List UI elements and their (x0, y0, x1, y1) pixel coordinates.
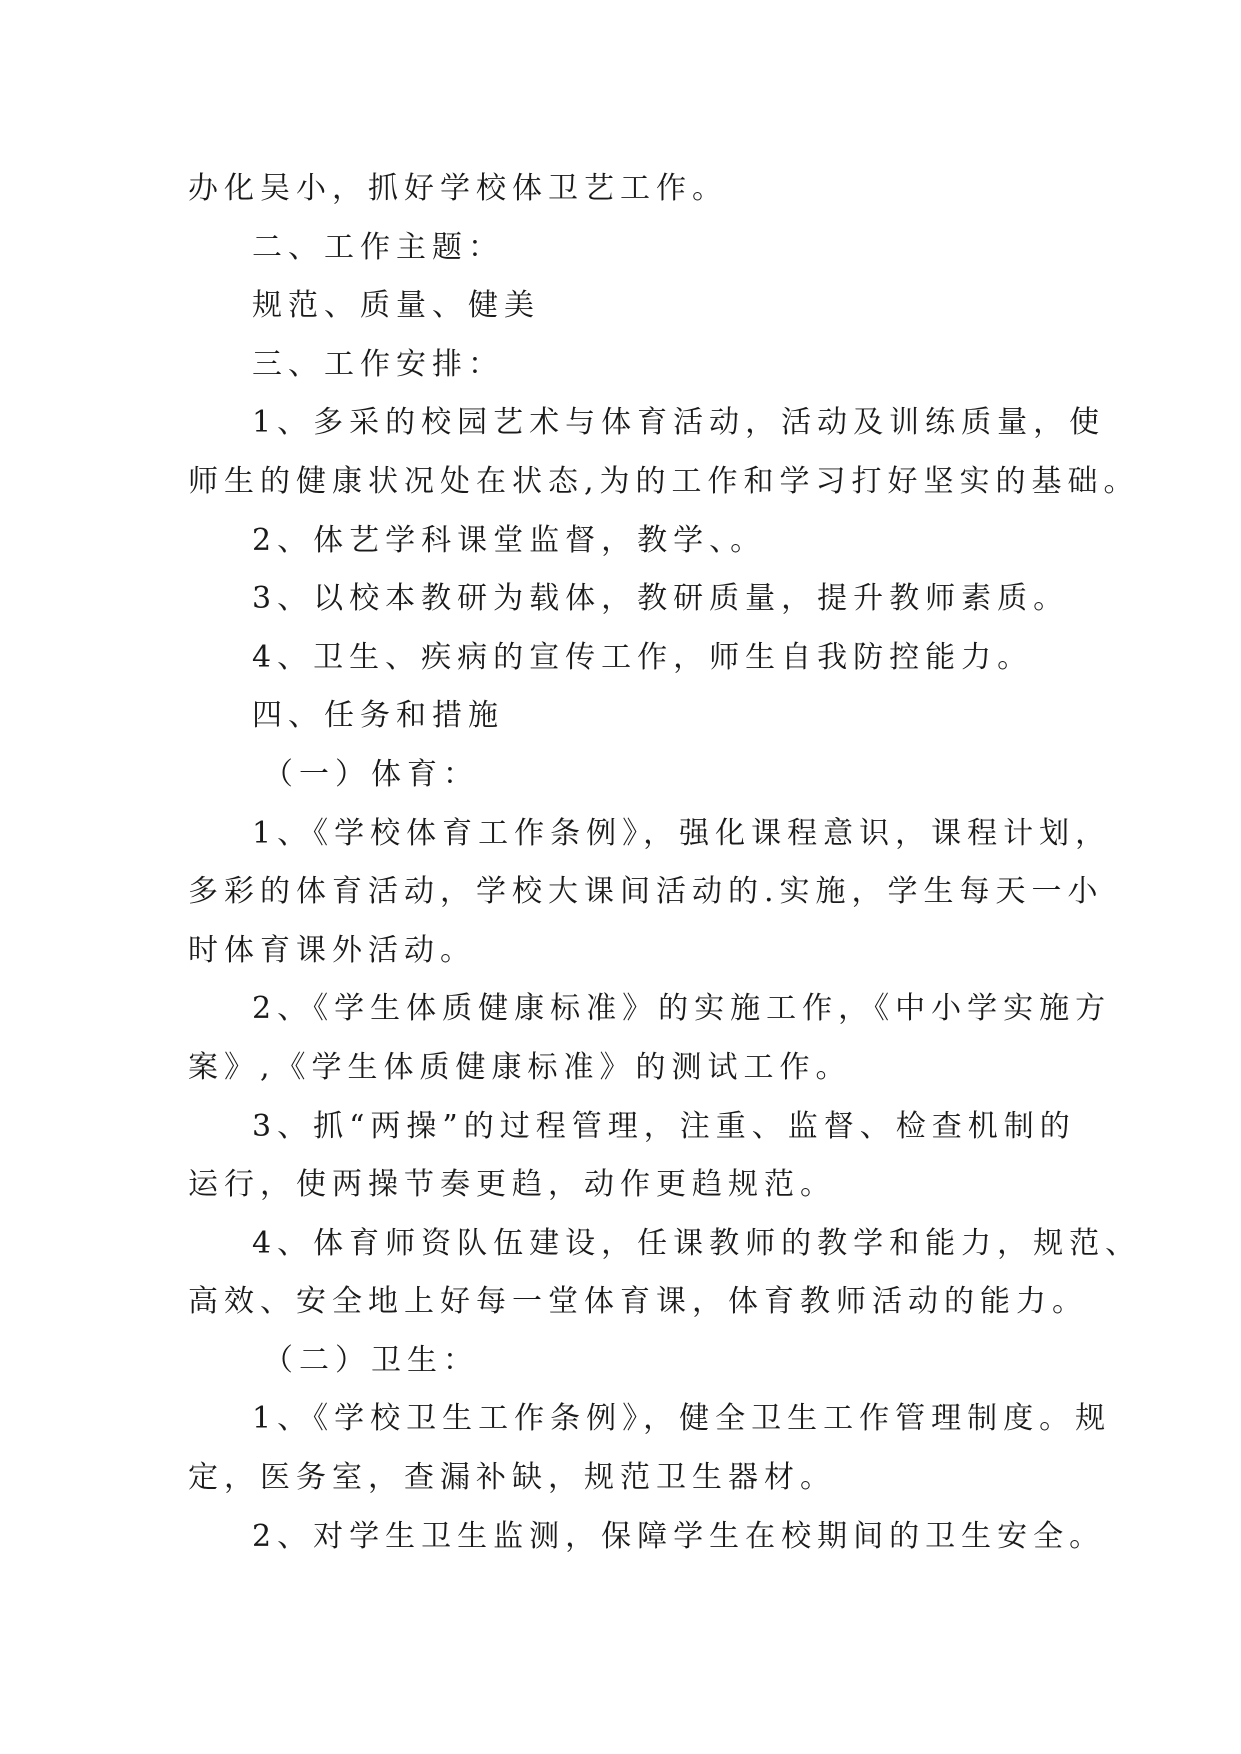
text-line: 1、多采的校园艺术与体育活动，活动及训练质量，使 (252, 405, 1106, 441)
text-line: 多彩的体育活动，学校大课间活动的.实施，学生每天一小 (188, 874, 1104, 910)
text-line: 2、《学生体质健康标准》的实施工作，《中小学实施方 (252, 991, 1112, 1027)
subsection-heading-health: （二）卫生： (263, 1342, 479, 1378)
text-line: 办化吴小，抓好学校体卫艺工作。 (188, 171, 728, 206)
text-line: 2、对学生卫生监测，保障学生在校期间的卫生安全。 (252, 1518, 1106, 1554)
text-line: 4、卫生、疾病的宣传工作，师生自我防控能力。 (252, 639, 1034, 675)
section-heading-arrangement: 三、工作安排： (252, 346, 504, 382)
text-line: 1、《学校体育工作条例》，强化课程意识，课程计划， (252, 815, 1112, 851)
text-line: 案》,《学生体质健康标准》的测试工作。 (188, 1049, 852, 1085)
text-line: 3、以校本教研为载体，教研质量，提升教师素质。 (252, 581, 1070, 617)
text-line: 1、《学校卫生工作条例》，健全卫生工作管理制度。规 (252, 1401, 1112, 1437)
text-line: 4、体育师资队伍建设，任课教师的教学和能力，规范、 (252, 1225, 1142, 1261)
section-heading-tasks: 四、任务和措施 (252, 698, 504, 734)
text-line: 高效、安全地上好每一堂体育课，体育教师活动的能力。 (188, 1284, 1088, 1320)
document-body (188, 160, 1142, 1566)
text-line: 规范、质量、健美 (252, 288, 540, 324)
text-line: 师生的健康状况处在状态,为的工作和学习打好坚实的基础。 (188, 463, 1140, 499)
text-line: 3、抓“两操”的过程管理，注重、监督、检查机制的 (252, 1108, 1076, 1144)
text-line: 定，医务室，查漏补缺，规范卫生器材。 (188, 1460, 836, 1496)
subsection-heading-pe: （一）体育： (263, 756, 479, 792)
text-line: 2、体艺学科课堂监督，教学、。 (252, 522, 767, 558)
section-heading-theme: 二、工作主题： (252, 229, 504, 265)
text-line: 时体育课外活动。 (188, 932, 476, 968)
text-line: 运行，使两操节奏更趋，动作更趋规范。 (188, 1167, 836, 1203)
